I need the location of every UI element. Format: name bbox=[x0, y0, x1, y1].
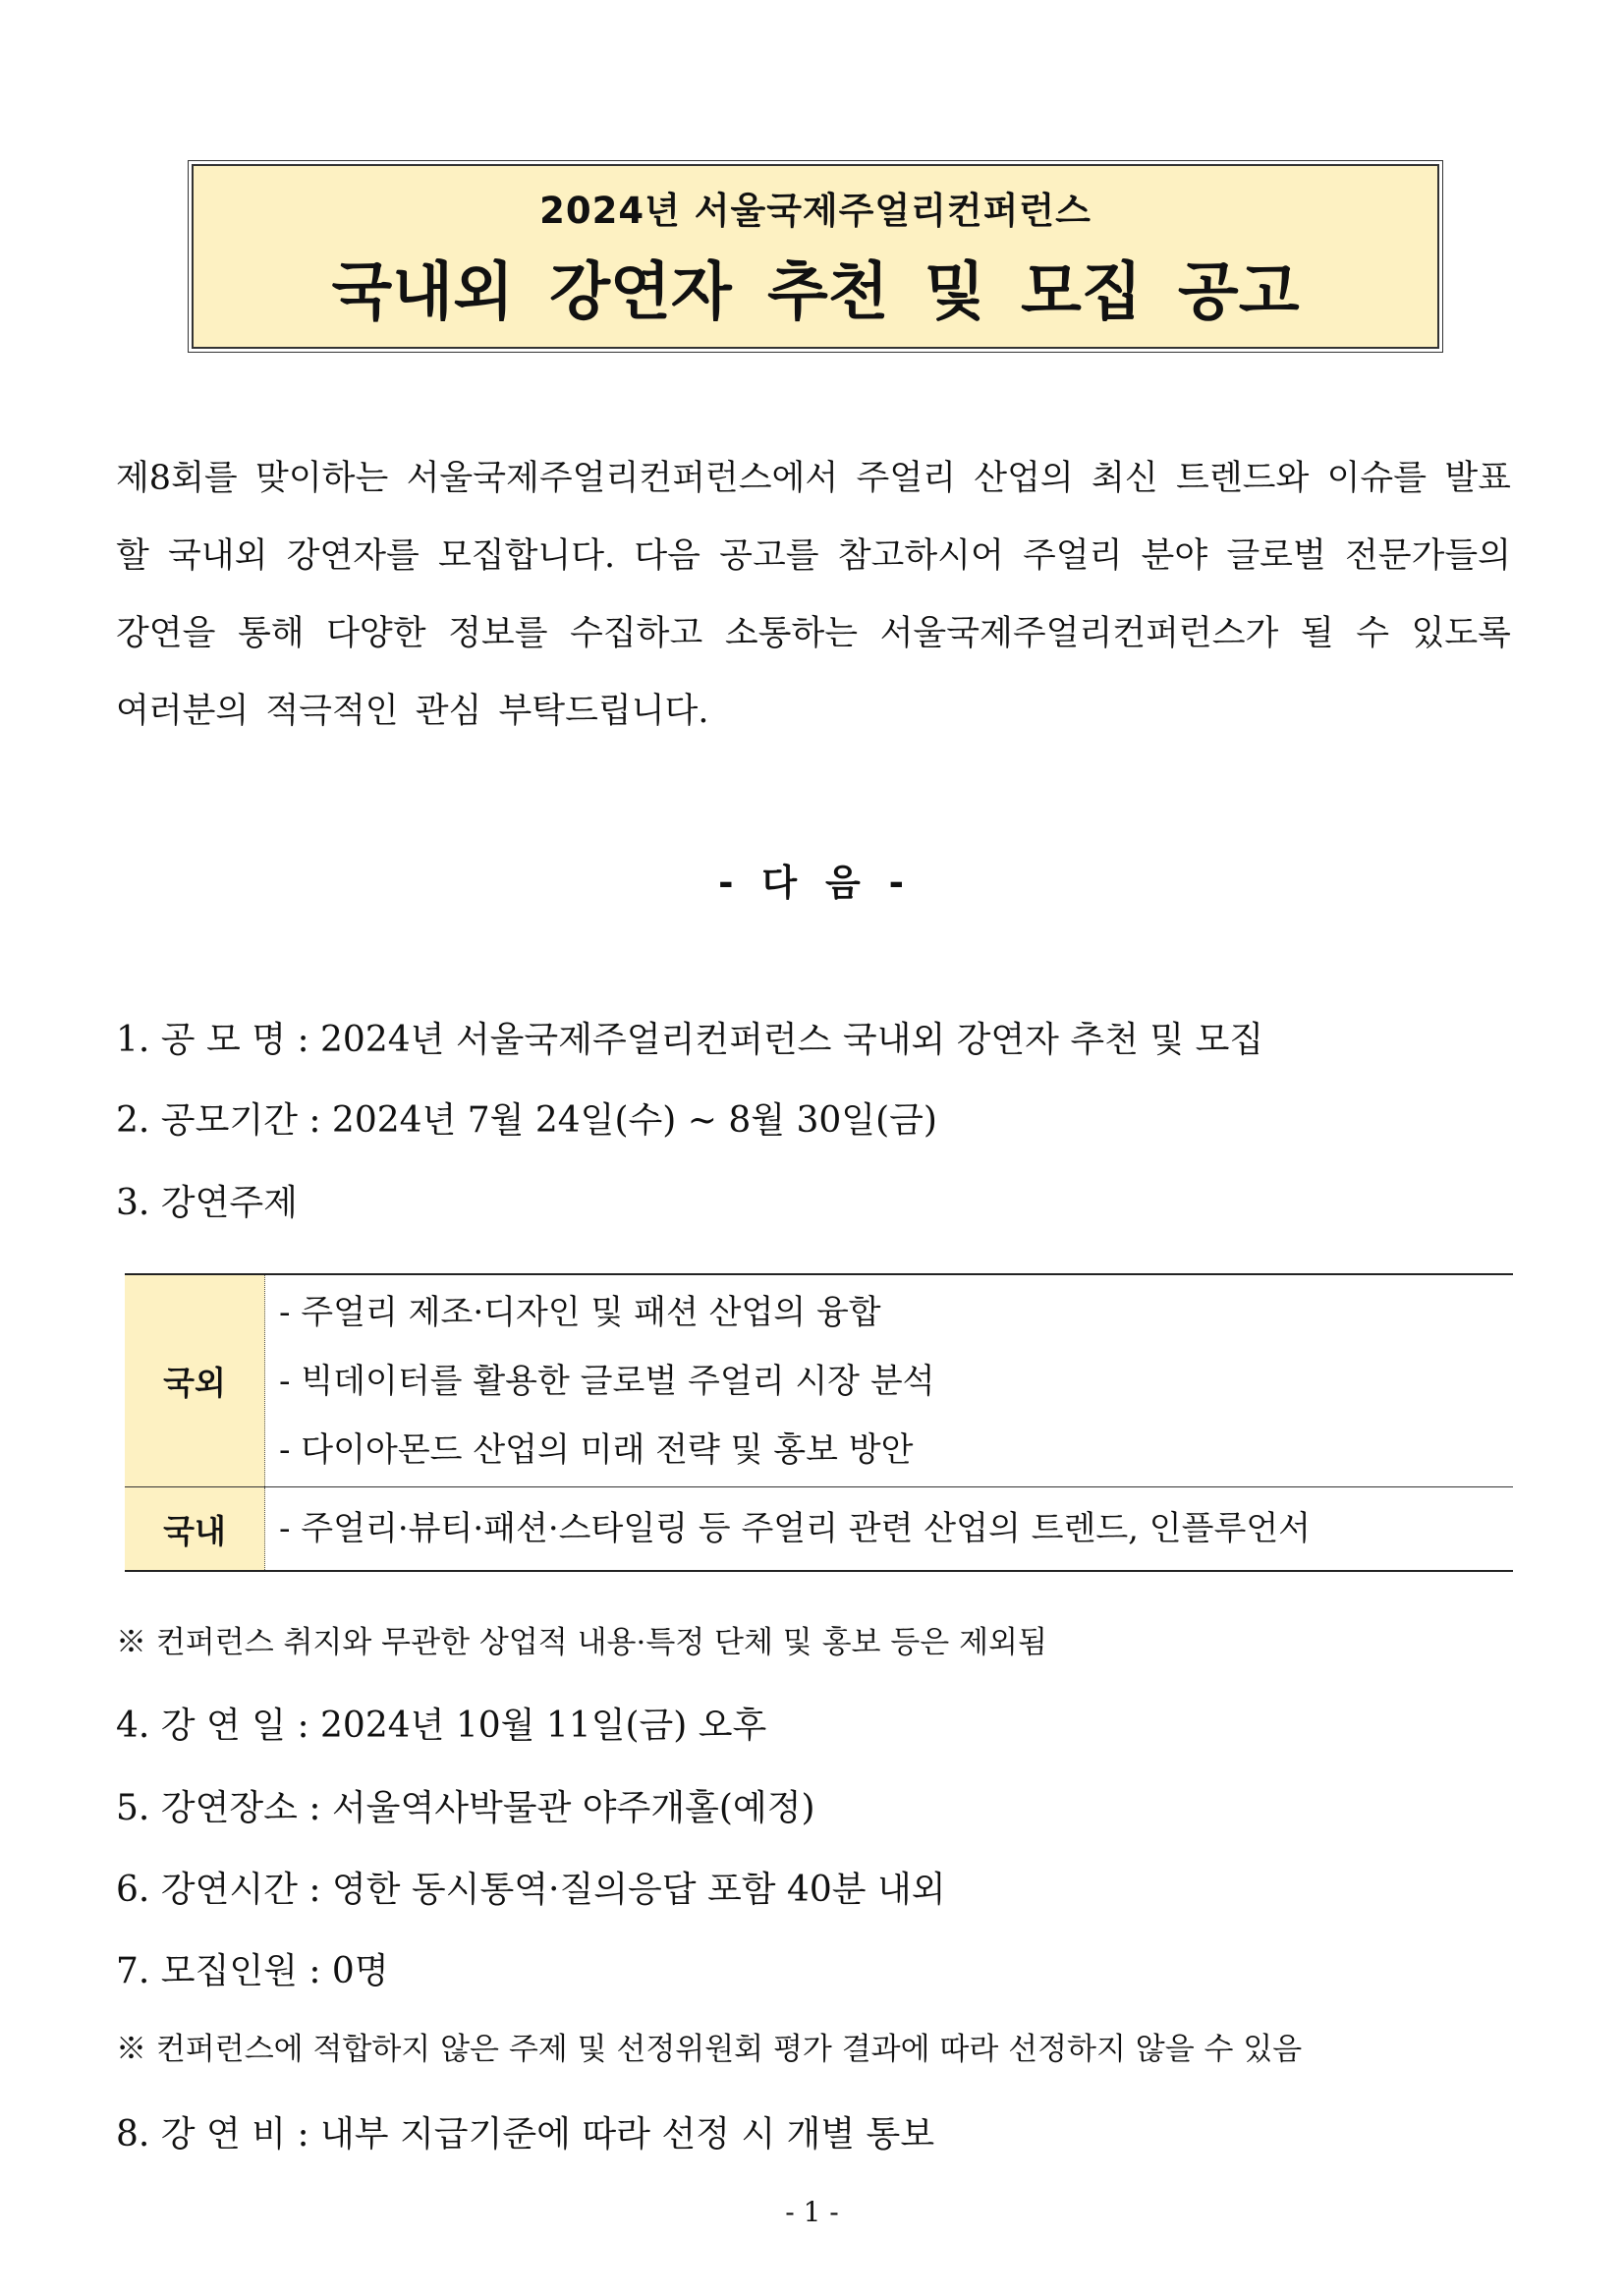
topics-row-domestic bbox=[125, 1487, 1513, 1572]
category-domestic: 국내 bbox=[125, 1487, 265, 1572]
note-selection: ※ 컨퍼런스에 적합하지 않은 주제 및 선정위원회 평가 결과에 따라 선정하지 않을 수 있음 bbox=[116, 2032, 1303, 2067]
item-duration: 6. 강연시간 : 영한 동시통역·질의응답 포함 40분 내외 bbox=[116, 1870, 946, 1910]
domestic-topics bbox=[265, 1487, 1514, 1572]
item-venue: 5. 강연장소 : 서울역사박물관 야주개홀(예정) bbox=[116, 1788, 815, 1828]
category-international: 국외 bbox=[125, 1274, 265, 1487]
section-heading: - 다 음 - bbox=[718, 862, 906, 904]
title-banner bbox=[192, 164, 1439, 349]
title-box bbox=[188, 160, 1443, 353]
item-period: 2. 공모기간 : 2024년 7월 24일(수) ~ 8월 30일(금) bbox=[116, 1100, 937, 1141]
item-recruit-count: 7. 모집인원 : 0명 bbox=[116, 1951, 389, 1991]
item-contest-name: 1. 공 모 명 : 2024년 서울국제주얼리컨퍼런스 국내외 강연자 추천 및 모집 bbox=[116, 1020, 1264, 1060]
page-number: - 1 - bbox=[785, 2196, 839, 2228]
topic-line: - 빅데이터를 활용한 글로벌 주얼리 시장 분석 bbox=[279, 1361, 935, 1401]
international-topics bbox=[265, 1274, 1514, 1487]
topics-row-international bbox=[125, 1274, 1513, 1487]
item-lecture-date: 4. 강 연 일 : 2024년 10월 11일(금) 오후 bbox=[116, 1706, 767, 1746]
item-topics-heading: 3. 강연주제 bbox=[116, 1183, 298, 1223]
topics-table bbox=[125, 1273, 1513, 1572]
topic-line: - 다이아몬드 산업의 미래 전략 및 홍보 방안 bbox=[279, 1429, 914, 1470]
title-subtitle: 2024년 서울국제주얼리컨퍼런스 bbox=[539, 190, 1092, 232]
topic-line: - 주얼리 제조·디자인 및 패션 산업의 융합 bbox=[279, 1292, 881, 1332]
item-fee: 8. 강 연 비 : 내부 지급기준에 따라 선정 시 개별 통보 bbox=[116, 2114, 935, 2155]
title-main: 국내외 강연자 추천 및 모집 공고 bbox=[331, 256, 1300, 329]
note-exclusion: ※ 컨퍼런스 취지와 무관한 상업적 내용·특정 단체 및 홍보 등은 제외됨 bbox=[116, 1625, 1047, 1660]
topic-line: - 주얼리·뷰티·패션·스타일링 등 주얼리 관련 산업의 트렌드, 인플루언서 bbox=[279, 1509, 1312, 1548]
intro-paragraph: 제8회를 맞이하는 서울국제주얼리컨퍼런스에서 주얼리 산업의 최신 트렌드와 이슈를 발표할 국내외 강연자를 모집합니다. 다음 공고를 참고하시어 주얼리 분야 글로벌 전문가들의 강연을 통해 다양한 정보를 수집하고 소통하는 서울국제주얼리컨퍼런스가 될 수 있도록 여러분의 적극적인 관심 부탁드립니다. bbox=[116, 459, 1511, 731]
